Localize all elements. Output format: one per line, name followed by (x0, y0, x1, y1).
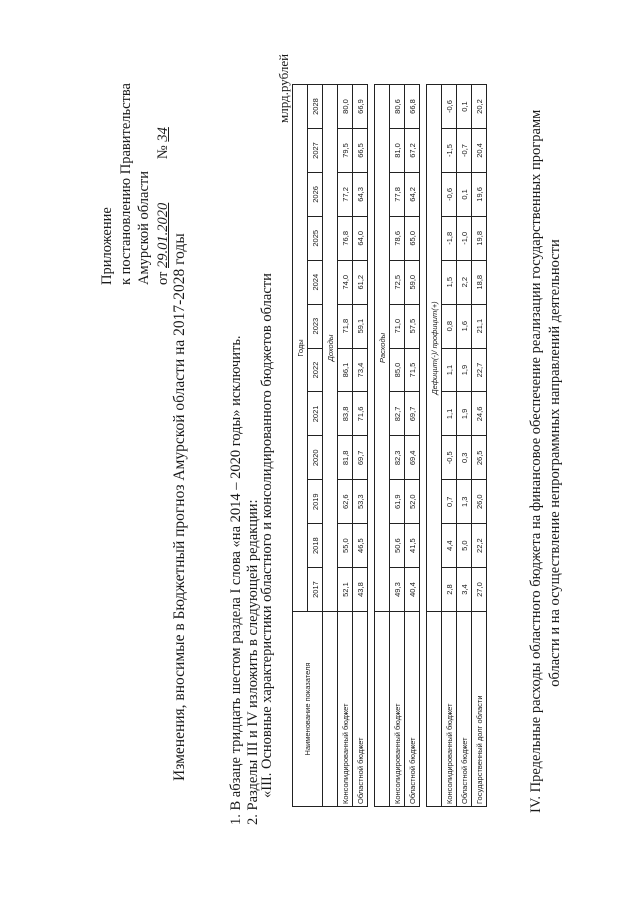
value-cell: 2,8 (442, 568, 457, 612)
year-header: 2020 (308, 436, 323, 480)
appendix-block (98, 83, 172, 285)
appendix-line1: Приложение (99, 207, 115, 285)
value-cell: 62,6 (338, 480, 353, 524)
section-label: Дефицит(-)/ профицит(+) (427, 85, 442, 612)
table-row (353, 85, 368, 807)
instruction-2: 2. Разделы III и IV изложить в следующей редакции: (244, 499, 261, 825)
value-cell: 71,6 (353, 392, 368, 436)
section-row (375, 85, 390, 807)
value-cell: 1,3 (457, 480, 472, 524)
value-cell: 21,1 (472, 304, 487, 348)
value-cell: 0,3 (457, 436, 472, 480)
decree-date: 29.01.2020 (154, 202, 171, 268)
section-row (323, 85, 338, 807)
value-cell: 69,7 (405, 392, 420, 436)
value-cell: 74,0 (338, 260, 353, 304)
value-cell: 43,8 (353, 568, 368, 612)
row-name: Консолидированный бюджет (390, 612, 405, 807)
value-cell: 57,5 (405, 304, 420, 348)
value-cell: 1,9 (457, 392, 472, 436)
value-cell: 0,1 (457, 172, 472, 216)
value-cell: 52,1 (338, 568, 353, 612)
value-cell: 67,2 (405, 129, 420, 173)
value-cell: 26,5 (472, 436, 487, 480)
year-header: 2027 (308, 129, 323, 173)
value-cell: 76,8 (338, 216, 353, 260)
value-cell: 1,9 (457, 348, 472, 392)
value-cell: 83,8 (338, 392, 353, 436)
year-header: 2018 (308, 524, 323, 568)
value-cell: 4,4 (442, 524, 457, 568)
value-cell: 72,5 (390, 260, 405, 304)
year-header: 2025 (308, 216, 323, 260)
table-row (442, 85, 457, 807)
section-empty-cell (375, 612, 390, 807)
table-row (338, 85, 353, 807)
instructions (228, 335, 261, 825)
value-cell: 64,0 (353, 216, 368, 260)
value-cell: 55,0 (338, 524, 353, 568)
value-cell: 73,4 (353, 348, 368, 392)
value-cell: 78,6 (390, 216, 405, 260)
number-label: № (154, 145, 171, 160)
value-cell: 71,0 (390, 304, 405, 348)
value-cell: 41,5 (405, 524, 420, 568)
value-cell: -1,8 (442, 216, 457, 260)
row-name: Консолидированный бюджет (338, 612, 353, 807)
row-name: Консолидированный бюджет (442, 612, 457, 807)
value-cell: 66,5 (353, 129, 368, 173)
value-cell: 64,2 (405, 172, 420, 216)
value-cell: 53,3 (353, 480, 368, 524)
year-header: 2017 (308, 568, 323, 612)
value-cell: 69,7 (353, 436, 368, 480)
value-cell: -0,6 (442, 85, 457, 129)
value-cell: 1,6 (457, 304, 472, 348)
year-header: 2028 (308, 85, 323, 129)
row-name: Областной бюджет (353, 612, 368, 807)
value-cell: 50,6 (390, 524, 405, 568)
value-cell: 49,3 (390, 568, 405, 612)
value-cell: 69,4 (405, 436, 420, 480)
value-cell: 59,1 (353, 304, 368, 348)
value-cell: 79,5 (338, 129, 353, 173)
value-cell: 46,5 (353, 524, 368, 568)
value-cell: -0,5 (442, 436, 457, 480)
value-cell: 61,9 (390, 480, 405, 524)
value-cell: 77,2 (338, 172, 353, 216)
date-prefix: от (154, 271, 171, 285)
value-cell: 0,8 (442, 304, 457, 348)
section-empty-cell (427, 612, 442, 807)
section-row (427, 85, 442, 807)
value-cell: 2,2 (457, 260, 472, 304)
instruction-1: 1. В абзаце тридцать шестом раздела I слова «на 2014 – 2020 годы» исключить. (228, 335, 244, 825)
section3-title: «III. Основные характеристики областного и консолидированного бюджетов области (259, 273, 275, 798)
table-row (457, 85, 472, 807)
value-cell: 40,4 (405, 568, 420, 612)
appendix-date-line (154, 83, 173, 285)
value-cell: 19,8 (472, 216, 487, 260)
value-cell: 1,1 (442, 392, 457, 436)
section-gap (420, 85, 427, 807)
value-cell: 1,1 (442, 348, 457, 392)
value-cell: 59,0 (405, 260, 420, 304)
section4-title-line1: IV. Предельные расходы областного бюджета на финансовое обеспечение реализации государственных программ (528, 109, 544, 813)
value-cell: 27,0 (472, 568, 487, 612)
section4-title-line2: области и на осуществление непрограммных направлений деятельности (547, 239, 563, 687)
value-cell: 82,3 (390, 436, 405, 480)
budget-table (292, 84, 487, 807)
year-header: 2019 (308, 480, 323, 524)
section-empty-cell (323, 612, 338, 807)
value-cell: 81,8 (338, 436, 353, 480)
value-cell: 22,2 (472, 524, 487, 568)
value-cell: -1,5 (442, 129, 457, 173)
year-header: 2023 (308, 304, 323, 348)
row-name: Областной бюджет (457, 612, 472, 807)
appendix-line3: Амурской области (136, 171, 152, 285)
year-header: 2026 (308, 172, 323, 216)
year-header: 2024 (308, 260, 323, 304)
value-cell: -0,6 (442, 172, 457, 216)
value-cell: 20,4 (472, 129, 487, 173)
value-cell: 61,2 (353, 260, 368, 304)
year-header: 2021 (308, 392, 323, 436)
value-cell: 77,8 (390, 172, 405, 216)
value-cell: 19,6 (472, 172, 487, 216)
value-cell: 52,0 (405, 480, 420, 524)
year-header: 2022 (308, 348, 323, 392)
row-name: Государственный долг области (472, 612, 487, 807)
row-name: Областной бюджет (405, 612, 420, 807)
gap-cell (420, 85, 427, 807)
unit-label: млрд.рублей (276, 53, 291, 123)
value-cell: 65,0 (405, 216, 420, 260)
document-title: Изменения, вносимые в Бюджетный прогноз Амурской области на 2017-2028 годы (171, 233, 188, 781)
decree-number: 34 (154, 127, 171, 142)
gap-cell (368, 85, 375, 807)
header-indicator: Наименование показателя (293, 612, 323, 807)
value-cell: 82,7 (390, 392, 405, 436)
section-label: Доходы (323, 85, 338, 612)
value-cell: 3,4 (457, 568, 472, 612)
value-cell: 5,0 (457, 524, 472, 568)
value-cell: 0,1 (457, 85, 472, 129)
value-cell: 85,0 (390, 348, 405, 392)
table-row (472, 85, 487, 807)
value-cell: 64,3 (353, 172, 368, 216)
value-cell: 1,5 (442, 260, 457, 304)
value-cell: 20,2 (472, 85, 487, 129)
section4-title (527, 109, 565, 813)
value-cell: -1,0 (457, 216, 472, 260)
value-cell: 81,0 (390, 129, 405, 173)
value-cell: 80,0 (338, 85, 353, 129)
value-cell: 22,7 (472, 348, 487, 392)
value-cell: 26,0 (472, 480, 487, 524)
value-cell: 66,9 (353, 85, 368, 129)
value-cell: 66,8 (405, 85, 420, 129)
appendix-line2: к постановлению Правительства (117, 83, 134, 285)
value-cell: 71,5 (405, 348, 420, 392)
section-label: Расходы (375, 85, 390, 612)
value-cell: -0,7 (457, 129, 472, 173)
table-row (390, 85, 405, 807)
value-cell: 18,8 (472, 260, 487, 304)
table-row (405, 85, 420, 807)
value-cell: 71,8 (338, 304, 353, 348)
section-gap (368, 85, 375, 807)
value-cell: 80,6 (390, 85, 405, 129)
value-cell: 86,1 (338, 348, 353, 392)
header-years: Годы (293, 85, 308, 612)
value-cell: 24,6 (472, 392, 487, 436)
value-cell: 0,7 (442, 480, 457, 524)
